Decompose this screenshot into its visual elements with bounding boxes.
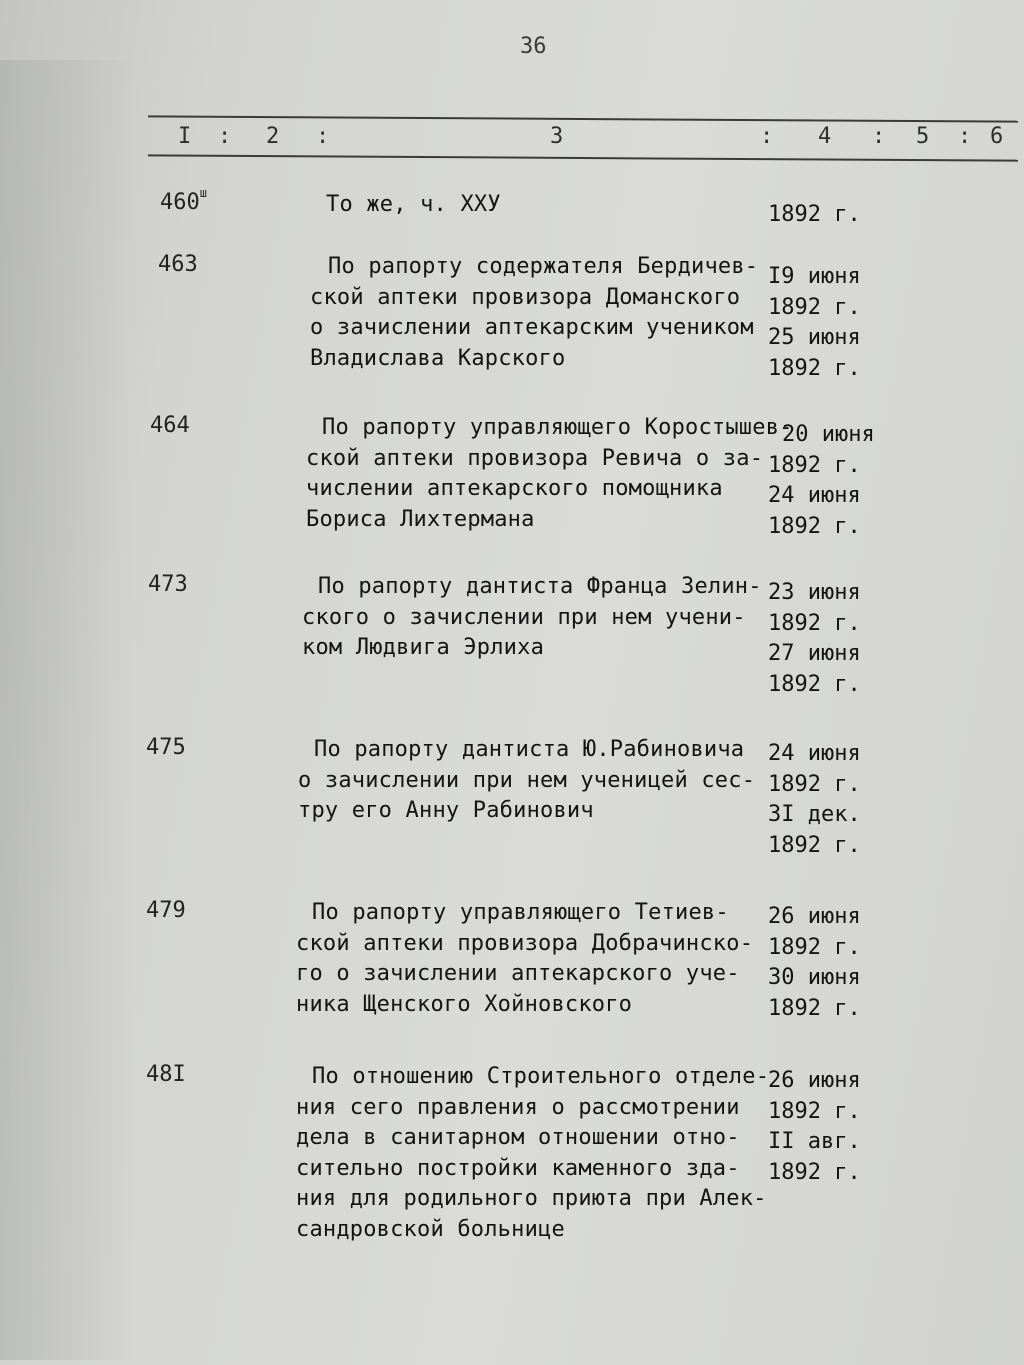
entry-text-line: сительно постройки каменного зда- — [296, 1155, 740, 1181]
entry-description — [326, 190, 796, 221]
entry-date-line: 1892 г. — [768, 355, 861, 381]
entry-text-line: ния для родильного приюта при Алек- — [296, 1186, 767, 1211]
entry-number: 463 — [158, 252, 198, 277]
column-header-6: 6 — [990, 124, 1004, 149]
entry-number: 479 — [146, 898, 186, 923]
entry-text-line: о зачислении при нем ученицей сес- — [298, 767, 756, 793]
entry-date-line: 1892 г. — [768, 771, 861, 797]
entry-text-line: ком Людвига Эрлиха — [302, 635, 545, 660]
entry-date-line: 24 июня — [768, 741, 861, 766]
entry-text-line: По рапорту дантиста Ю.Рабиновича — [314, 737, 745, 762]
entry-date-line: 1892 г. — [768, 934, 861, 960]
page-number: 36 — [520, 34, 547, 59]
entry-text-line: го о зачислении аптекарского уче- — [296, 961, 740, 986]
entry-date-line: 26 июня — [768, 904, 861, 929]
entry-number: 464 — [150, 413, 190, 438]
entry-date-line: II авг. — [768, 1129, 861, 1154]
entry-number-value: 460 — [160, 190, 200, 215]
entry-description — [298, 735, 768, 827]
entry-dates — [768, 262, 888, 384]
entry-text-line: сандровской больнице — [296, 1216, 565, 1242]
entry-text-line: ского о зачислении при нем учени- — [302, 604, 746, 630]
entry-description — [296, 1062, 770, 1245]
entry-date-line: 25 июня — [768, 325, 861, 350]
entry-text-line: ния сего правления о рассмотрении — [296, 1094, 740, 1120]
column-separator: : — [316, 124, 330, 149]
entry-description — [310, 252, 780, 374]
entry-date-line: 1892 г. — [768, 995, 861, 1021]
entry-number: 48I — [146, 1062, 186, 1087]
column-separator: : — [872, 124, 886, 149]
column-header-1: I — [178, 124, 192, 149]
header-rule-bottom — [148, 154, 1018, 161]
entry-text-line: тру его Анну Рабинович — [298, 798, 594, 823]
column-header-2: 2 — [266, 124, 280, 149]
entry-date-line: 1892 г. — [768, 513, 861, 539]
entry-date-line: 1892 г. — [768, 452, 861, 478]
entry-dates — [768, 739, 888, 861]
entry-text-line: о зачислении аптекарским учеником — [310, 315, 754, 340]
column-separator: : — [958, 124, 972, 149]
entry-text-line: числении аптекарского помощника — [306, 476, 723, 501]
entry-dates — [768, 420, 888, 542]
entry-text-line: ской аптеки провизора Доманского — [310, 284, 741, 310]
entry-number — [160, 186, 207, 215]
column-header-4: 4 — [818, 124, 832, 149]
bleed-through-edge — [0, 60, 135, 1360]
entry-text-line: Владислава Карского — [310, 345, 566, 371]
entry-date-line: 1892 г. — [768, 671, 861, 697]
entry-date-line: I9 июня — [768, 264, 861, 289]
entry-dates — [768, 902, 888, 1024]
column-separator: : — [760, 124, 774, 149]
entry-text-line: То же, ч. XXУ — [326, 192, 501, 217]
entry-number: 475 — [146, 735, 186, 760]
entry-date-line: 30 июня — [768, 965, 861, 990]
entry-text-line: По рапорту дантиста Франца Зелин- — [318, 574, 762, 599]
entry-date-line: 1892 г. — [768, 1098, 861, 1124]
entry-date-line: 1892 г. — [768, 1159, 861, 1185]
entry-number-suffix: ш — [199, 186, 207, 200]
entry-text-line: По рапорту управляющего Тетиев- — [312, 900, 729, 925]
entry-text-line: ской аптеки провизора Добрачинско- — [296, 930, 754, 956]
entry-text-line: ской аптеки провизора Ревича о за- — [306, 445, 764, 471]
header-rule-top — [148, 115, 1018, 122]
entry-date-line: 23 июня — [768, 580, 861, 605]
column-header-5: 5 — [916, 124, 930, 149]
entry-date-line: 3I дек. — [768, 802, 861, 827]
column-separator: : — [218, 124, 232, 149]
entry-date-line: 1892 г. — [768, 202, 861, 227]
entry-date-line: 20 июня — [782, 422, 875, 447]
entry-text-line: ника Щенского Хойновского — [296, 991, 633, 1017]
entry-description — [296, 898, 766, 1020]
entry-date-line: 1892 г. — [768, 832, 861, 858]
entry-description — [306, 413, 793, 535]
entry-date-line: 27 июня — [768, 641, 861, 666]
column-header-3: 3 — [550, 124, 564, 149]
entry-date-line: 24 июня — [768, 483, 861, 508]
entry-text-line: По рапорту содержателя Бердичев- — [328, 254, 759, 279]
entry-dates — [768, 1066, 888, 1188]
entry-date-line: 1892 г. — [768, 294, 861, 320]
entry-text-line: Бориса Лихтермана — [306, 506, 535, 532]
entry-date-line: 26 июня — [768, 1068, 861, 1093]
entry-number: 473 — [148, 572, 188, 597]
entry-text-line: По рапорту управляющего Коростышев- — [322, 415, 793, 440]
entry-description — [302, 572, 772, 664]
entry-text-line: дела в санитарном отношении отно- — [296, 1125, 740, 1150]
entry-text-line: По отношению Строительного отделе- — [312, 1064, 770, 1089]
entry-dates — [768, 200, 888, 231]
entry-dates — [768, 578, 888, 700]
entry-date-line: 1892 г. — [768, 610, 861, 636]
